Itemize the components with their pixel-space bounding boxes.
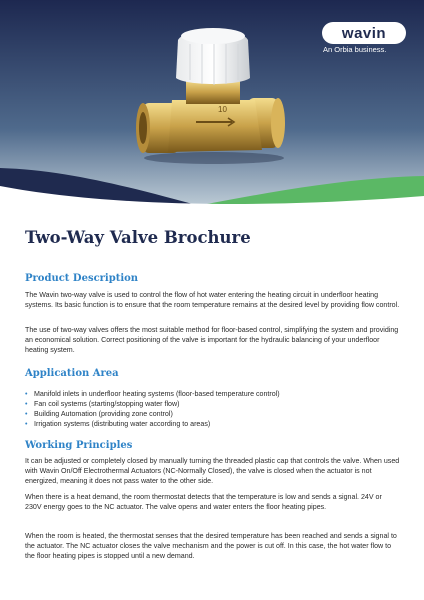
wavin-logo bbox=[322, 22, 406, 44]
logo-text: wavin bbox=[341, 24, 387, 42]
paragraph: The Wavin two-way valve is used to control the flow of hot water entering the heating circuit in underfloor heating systems. Its basic function is to ensure that the room temperature remains at the desired level by providing flow control. bbox=[25, 291, 400, 309]
svg-text:10: 10 bbox=[218, 105, 227, 114]
section-heading-working-principles: Working Principles bbox=[25, 440, 133, 451]
section-heading-product-description: Product Description bbox=[25, 273, 139, 284]
paragraph: The use of two-way valves offers the most suitable method for floor-based control, simplifying the system and providing an economical solution. Correct positioning of the valve is important for the hydraulic balancing of your underfloor heating system. bbox=[25, 326, 399, 354]
document-title: Two-Way Valve Brochure bbox=[25, 228, 251, 247]
section-heading-application-area: Application Area bbox=[25, 368, 119, 379]
brand-tagline: An Orbia business. bbox=[323, 45, 387, 54]
list-item: • Irrigation systems (distributing water according to areas) bbox=[25, 419, 280, 429]
list-item: • Building Automation (providing zone control) bbox=[25, 409, 280, 419]
list-item: • Fan coil systems (starting/stopping water flow) bbox=[25, 399, 280, 409]
hero-banner bbox=[0, 0, 424, 215]
paragraph: It can be adjusted or completely closed by manually turning the threaded plastic cap that controls the valve. When used with Wavin On/Off Electrothermal Actuators (NC-Normally Closed), the valve is closed when the actuator is not energized, meaning it does not pass water to the other side. bbox=[25, 457, 400, 485]
application-list bbox=[25, 389, 280, 429]
paragraph: When there is a heat demand, the room thermostat detects that the temperature is low and sends a signal. 24V or 230V energy goes to the NC actuator. The valve opens and water enters the floor heating pipes. bbox=[25, 493, 382, 511]
paragraph: When the room is heated, the thermostat senses that the desired temperature has been reached and sends a signal to the actuator. The NC actuator closes the valve mechanism and the power is cut off. In this case, the hot water flow to the floor heating pipes is stopped until a new demand. bbox=[25, 532, 397, 560]
list-item: • Manifold inlets in underfloor heating systems (floor-based temperature control) bbox=[25, 389, 280, 399]
